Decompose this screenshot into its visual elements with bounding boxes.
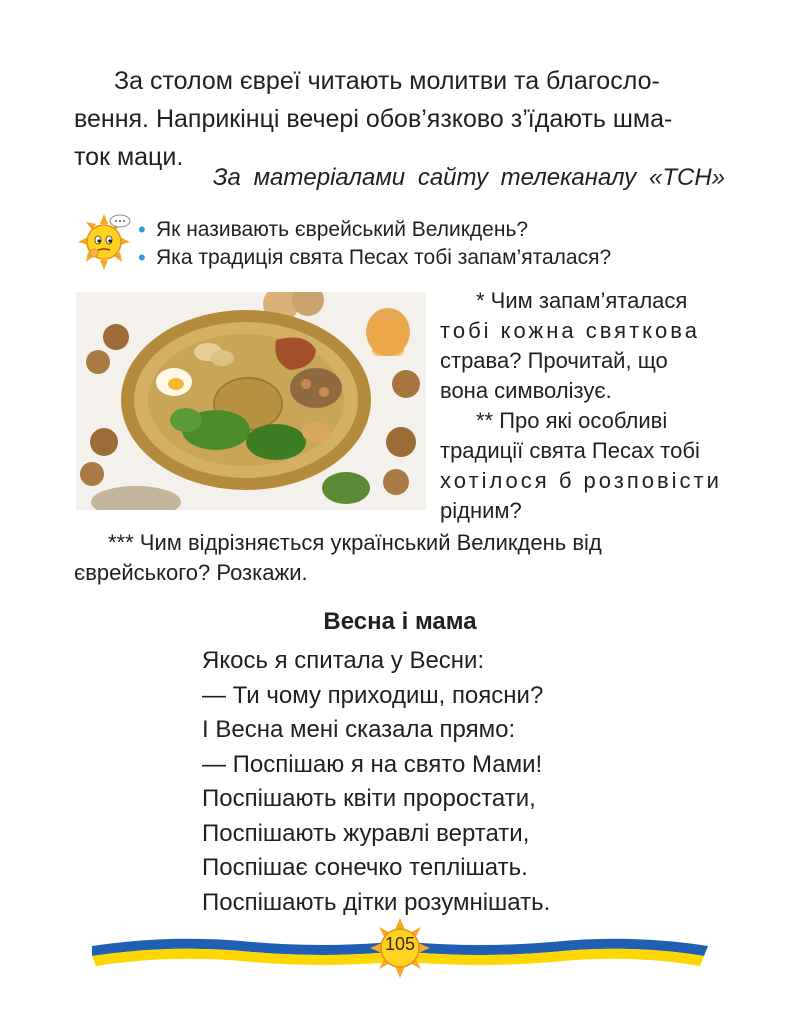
poem-line: Поспішають квіти проростати, xyxy=(202,785,536,812)
task3-line-2: єврейського? Розкажи. xyxy=(74,560,308,585)
thinking-sun-icon xyxy=(76,212,132,272)
task2-line-4: рідним? xyxy=(440,498,522,523)
question-item xyxy=(136,244,611,272)
question-text: Яка традиція свята Песах тобі запам’яталася? xyxy=(156,246,612,269)
question-item xyxy=(136,216,611,244)
poem-line: І Весна мені сказала прямо: xyxy=(202,716,516,743)
task1-line-4: вона символізує. xyxy=(440,378,612,403)
intro-text xyxy=(74,62,728,176)
seder-plate-image xyxy=(76,292,426,510)
page-footer xyxy=(92,912,708,982)
task-2 xyxy=(440,406,728,526)
poem-line: Поспішають дітки розумнішать. xyxy=(202,888,551,916)
poem-line: Поспішає сонечко теплішать. xyxy=(202,854,528,881)
poem-line: Якось я спитала у Весни: xyxy=(202,647,485,674)
page-number: 105 xyxy=(384,934,416,954)
questions-list xyxy=(136,216,611,272)
task2-line-2: традиції свята Песах тобі xyxy=(440,438,700,463)
task3-text xyxy=(74,528,728,588)
poem-line: — Поспішаю я на свято Мами! xyxy=(202,750,543,778)
intro-paragraph xyxy=(74,62,728,176)
bullet-icon: • xyxy=(138,245,146,270)
poem-line: — Ти чому приходиш, поясни? xyxy=(202,681,544,709)
task-3 xyxy=(74,528,728,588)
intro-line-3: ток маци. xyxy=(74,143,184,171)
bullet-icon: • xyxy=(138,217,146,242)
task2-line-1: ** Про які особливі xyxy=(476,408,668,433)
poem-line: Поспішають журавлі вертати, xyxy=(202,819,530,847)
poem-body xyxy=(202,644,550,920)
task1-line-3: страва? Прочитай, що xyxy=(440,348,668,373)
tasks-right xyxy=(440,286,728,526)
task1-line-1: * Чим запам’яталася xyxy=(476,288,688,313)
task-1 xyxy=(440,286,728,406)
intro-line-1: За столом євреї читають молитви та благосло- xyxy=(114,67,660,95)
poem-title: Весна і мама xyxy=(323,608,477,635)
task1-line-2: тобі кожна святкова xyxy=(440,318,700,343)
task3-line-1: *** Чим відрізняється український Великдень від xyxy=(108,530,602,555)
question-text: Як називають єврейський Великдень? xyxy=(156,218,529,241)
source-citation: За матеріалами сайту телеканалу «ТСН» xyxy=(212,164,725,191)
task2-line-3: хотілося б розповісти xyxy=(440,468,722,493)
intro-line-2: вення. Наприкінці вечері обов’язково з’їдають шма- xyxy=(74,105,673,133)
